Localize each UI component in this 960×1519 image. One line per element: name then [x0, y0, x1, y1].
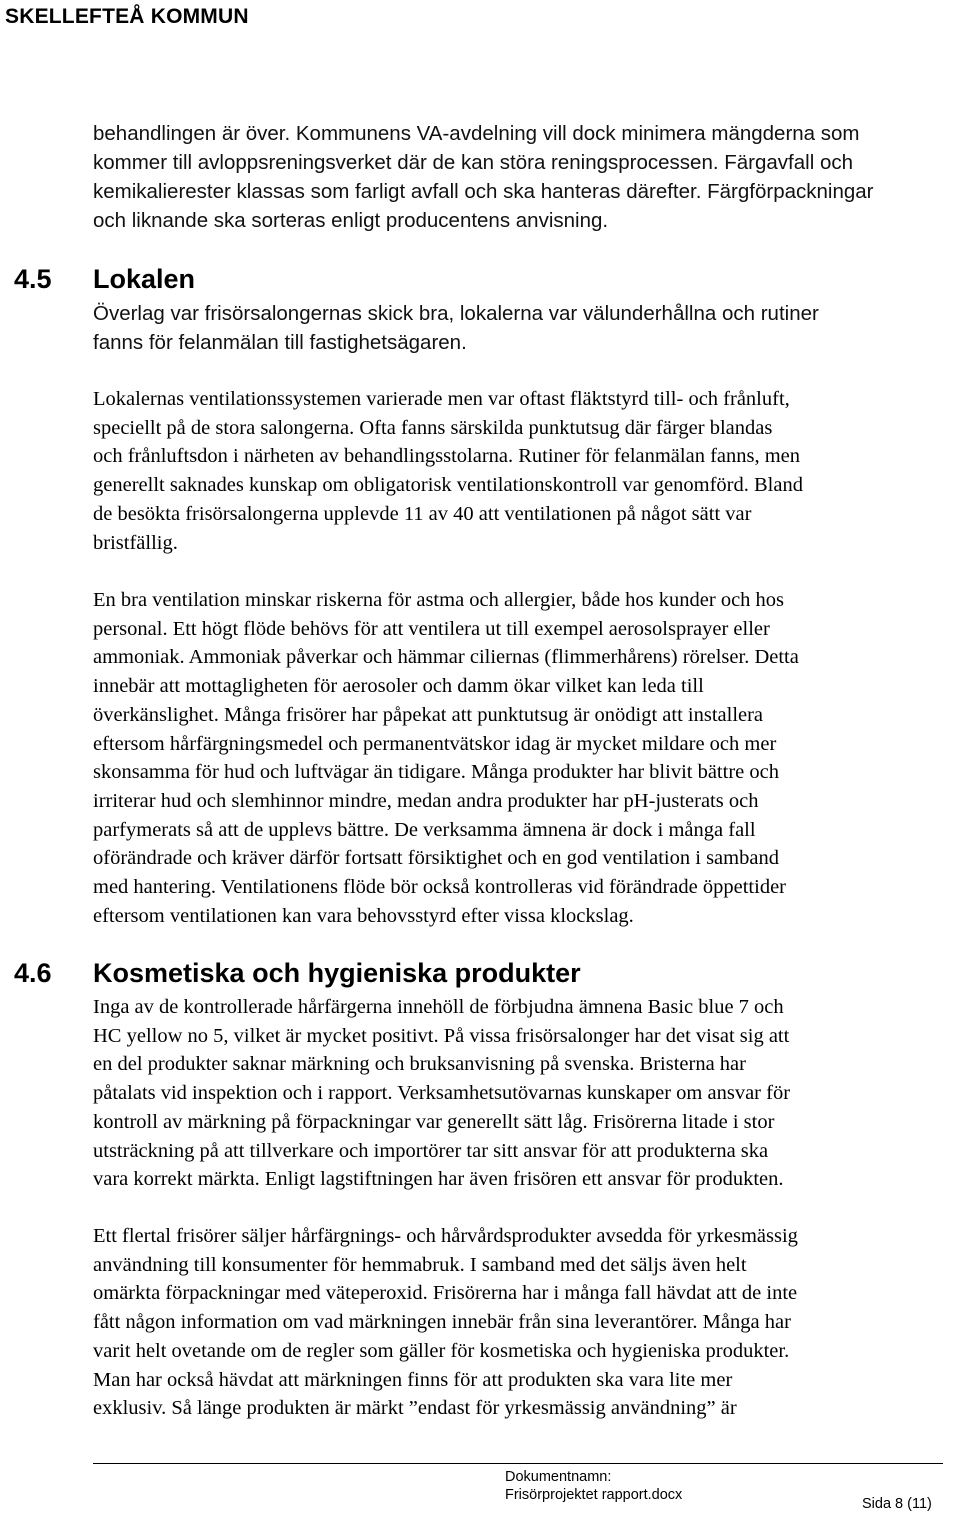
section-4-5-paragraph-3	[93, 586, 943, 930]
page-number: Sida 8 (11)	[862, 1496, 932, 1512]
text-line: fanns för felanmälan till fastighetsägaren.	[93, 331, 467, 354]
footer-divider	[93, 1463, 943, 1464]
document-name-label: Dokumentnamn:	[505, 1469, 612, 1485]
intro-paragraph	[93, 119, 943, 235]
text-line: Lokalernas ventilationssystemen varierade men var oftast fläktstyrd till- och frånluft,	[93, 388, 790, 410]
text-line: påtalats vid inspektion och i rapport. Verksamhetsutövarnas kunskaper om ansvar för	[93, 1082, 791, 1105]
section-number: 4.5	[14, 264, 52, 294]
section-number: 4.6	[14, 958, 52, 988]
text-line: kommer till avloppsreningsverket där de kan störa reningsprocessen. Färgavfall och	[93, 151, 854, 174]
text-line: ammoniak. Ammoniak påverkar och hämmar ciliernas (flimmerhårens) rörelser. Detta	[93, 646, 799, 669]
text-line: Inga av de kontrollerade hårfärgerna innehöll de förbjudna ämnena Basic blue 7 och	[93, 996, 784, 1018]
footer-document-info	[505, 1468, 682, 1504]
text-line: Ett flertal frisörer säljer hårfärgnings- och hårvårdsprodukter avsedda för yrkesmässig	[93, 1225, 798, 1247]
text-line: skonsamma för hud och luftvägar än tidigare. Många produkter har blivit bättre och	[93, 761, 779, 784]
section-4-5-lead	[93, 299, 943, 357]
section-4-6-paragraph-2	[93, 1222, 943, 1423]
text-line: oförändrade och kräver därför fortsatt försiktighet och en god ventilation i samband	[93, 847, 779, 870]
text-line: en del produkter saknar märkning och bruksanvisning på svenska. Bristerna har	[93, 1053, 746, 1076]
text-line: En bra ventilation minskar riskerna för astma och allergier, både hos kunder och hos	[93, 589, 785, 611]
text-line: exklusiv. Så länge produkten är märkt ”endast för yrkesmässig användning” är	[93, 1397, 737, 1420]
section-4-6-paragraph-1	[93, 993, 943, 1194]
text-line: generellt saknades kunskap om obligatorisk ventilationskontroll var genomförd. Bland	[93, 474, 803, 497]
section-heading-4-6	[14, 958, 581, 989]
section-4-5-paragraph-2	[93, 385, 943, 557]
section-heading-4-5	[14, 264, 195, 295]
text-line: vara korrekt märkta. Enligt lagstiftningen har även frisören ett ansvar för produkten.	[93, 1168, 784, 1191]
text-line: och frånluftsdon i närheten av behandlingsstolarna. Rutiner för felanmälan fanns, men	[93, 445, 801, 468]
text-line: irriterar hud och slemhinnor mindre, medan andra produkter har pH-justerats och	[93, 789, 759, 812]
text-line: överkänslighet. Många frisörer har påpekat att punktutsug är onödigt att installera	[93, 703, 764, 726]
text-line: omärkta förpackningar med väteperoxid. Frisörerna har i många fall hävdat att de inte	[93, 1282, 798, 1305]
section-title: Kosmetiska och hygieniska produkter	[93, 958, 581, 988]
text-line: behandlingen är över. Kommunens VA-avdelning vill dock minimera mängderna som	[93, 122, 860, 145]
text-line: kontroll av märkning på förpackningar var generellt sätt låg. Frisörerna litade i stor	[93, 1110, 775, 1133]
text-line: kemikalierester klassas som farligt avfall och ska hanteras därefter. Färgförpackningar	[93, 180, 874, 203]
text-line: parfymerats så att de upplevs bättre. De verksamma ämnena är dock i många fall	[93, 818, 756, 841]
document-file-name: Frisörprojektet rapport.docx	[505, 1487, 683, 1503]
text-line: och liknande ska sorteras enligt producentens anvisning.	[93, 209, 609, 232]
text-line: Man har också hävdat att märkningen finns för att produkten ska vara lite mer	[93, 1368, 733, 1391]
organization-header: SKELLEFTEÅ KOMMUN	[5, 5, 249, 28]
text-line: bristfällig.	[93, 531, 178, 554]
text-line: eftersom hårfärgningsmedel och permanentvätskor idag är mycket mildare och mer	[93, 732, 777, 755]
text-line: HC yellow no 5, vilket är mycket positivt. På vissa frisörsalonger har det visat sig att	[93, 1024, 790, 1047]
text-line: innebär att mottagligheten för aerosoler och damm ökar vilket kan leda till	[93, 675, 704, 698]
text-line: speciellt på de stora salongerna. Ofta fanns särskilda punktutsug där färger blandas	[93, 416, 773, 439]
section-title: Lokalen	[93, 264, 196, 294]
text-line: Överlag var frisörsalongernas skick bra, lokalerna var välunderhållna och rutiner	[93, 302, 819, 325]
text-line: fått någon information om vad märkningen innebär från sina leverantörer. Många har	[93, 1311, 791, 1334]
text-line: med hantering. Ventilationens flöde bör också kontrolleras vid förändrade öppettider	[93, 876, 786, 899]
text-line: utsträckning på att tillverkare och importörer tar sitt ansvar för att produkterna ska	[93, 1139, 769, 1162]
text-line: varit helt ovetande om de regler som gäller för kosmetiska och hygieniska produkter.	[93, 1339, 790, 1362]
text-line: användning till konsumenter för hemmabruk. I samband med det säljs även helt	[93, 1253, 747, 1276]
text-line: de besökta frisörsalongerna upplevde 11 av 40 att ventilationen på något sätt var	[93, 502, 752, 525]
text-line: personal. Ett högt flöde behövs för att ventilera ut till exempel aerosolsprayer eller	[93, 617, 770, 640]
text-line: eftersom ventilationen kan vara behovsstyrd efter vissa klockslag.	[93, 904, 634, 927]
